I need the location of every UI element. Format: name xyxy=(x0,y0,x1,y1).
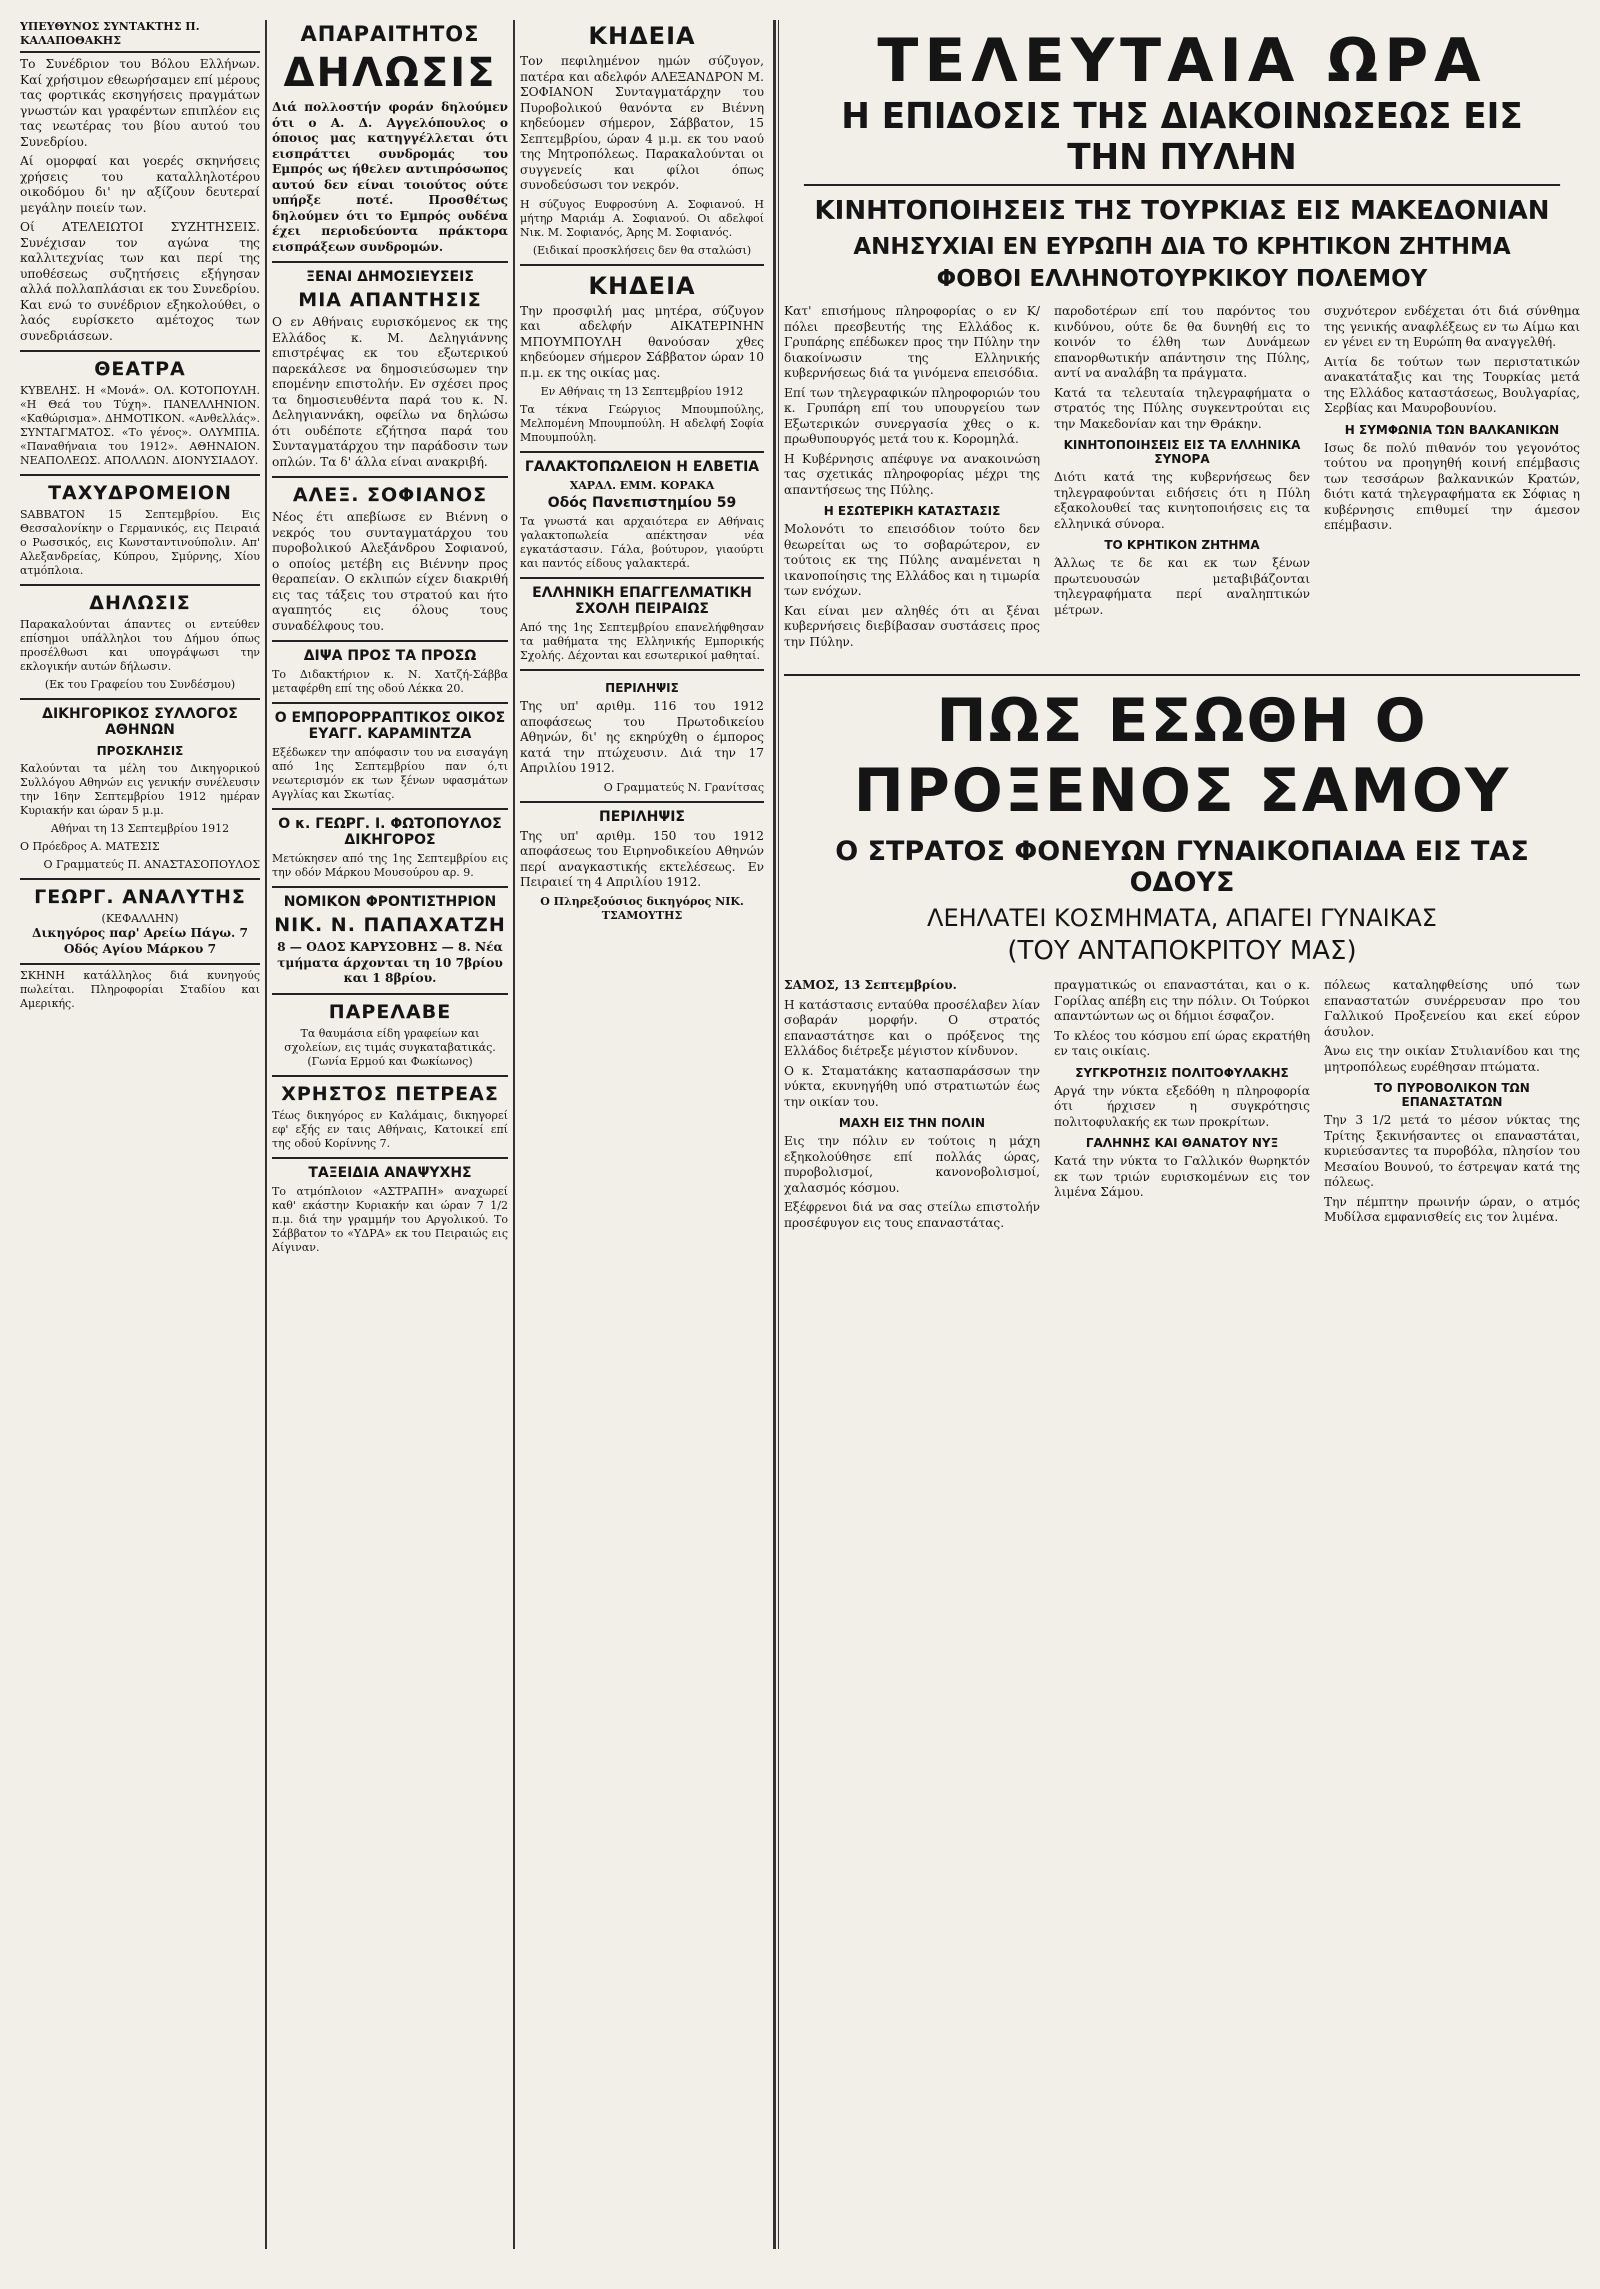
petreas-text: Τέως δικηγόρος εν Καλάμαις, δικηγορεί εφ' εξής εν ταις Αθήναις, Κατοικεί επί της οδού Κορίννης 7. xyxy=(272,1108,508,1150)
tent-ad: ΣΚΗΝΗ κατάλληλος διά κυνηγούς πωλείται. Πληροφορίαι Σταδίου και Αμερικής. xyxy=(20,969,260,1010)
editorial-paragraph: Το Συνέδριον του Βόλου Ελλήνων. Καί χρήσιμον εθεωρήσαμεν επί μέρους τας φορτικάς εκσηγήσεις πραγμάτων γνωστών και γραφέντων επιπλέον εις τας νεωτέρας του βίου αυτού του Συνεδρίου. xyxy=(20,57,260,149)
article-subheading: ΤΟ ΚΡΗΤΙΚΟΝ ΖΗΤΗΜΑ xyxy=(1104,538,1260,552)
funeral-heading: ΚΗΔΕΙΑ xyxy=(588,271,696,300)
column-rule xyxy=(265,20,267,2249)
article-paragraph: Και είναι μεν αληθές ότι αι ξέναι κυβερνήσεις διεβίβασαν συστάσεις προς την Πύλην. xyxy=(784,603,1040,649)
article-subheading: Η ΕΣΩΤΕΡΙΚΗ ΚΑΤΑΣΤΑΣΙΣ xyxy=(823,504,1001,518)
article-subheading: ΣΥΓΚΡΟΤΗΣΙΣ ΠΟΛΙΤΟΦΥΛΑΚΗΣ xyxy=(1075,1065,1289,1080)
law-school-name: ΝΙΚ. Ν. ΠΑΠΑΧΑΤΖΗ xyxy=(274,914,506,936)
school-heading: ΕΛΛΗΝΙΚΗ ΕΠΑΓΓΕΛΜΑΤΙΚΗ ΣΧΟΛΗ ΠΕΙΡΑΙΩΣ xyxy=(532,585,752,617)
article-paragraph: πόλεως καταληφθείσης υπό των επαναστατών συνέρρευσαν προ του Γαλλικού Προξενείου και εκεί εύρον άσυλον. xyxy=(1324,978,1580,1039)
funeral-note: (Ειδικαί προσκλήσεις δεν θα σταλώσι) xyxy=(532,243,752,257)
theatre-heading: ΘΕΑΤΡΑ xyxy=(94,358,186,380)
trip-heading: ΤΑΞΕΙΔΙΑ ΑΝΑΨΥΧΗΣ xyxy=(308,1164,472,1181)
club-date: Αθήναι τη 13 Σεπτεμβρίου 1912 xyxy=(50,822,230,835)
summary-text: Της υπ' αριθμ. 150 του 1912 αποφάσεως του Ειρηνοδικείου Αθηνών περί αναγκαστικής εκτελέσεως. Εν Πειραιεί τη 4 Απριλίου 1912. xyxy=(520,828,764,889)
theatre-list: ΚΥΒΕΛΗΣ. Η «Μονά». ΟΛ. ΚΟΤΟΠΟΥΛΗ. «Η Θεά του Τύχη». ΠΑΝΕΛΛΗΝΙΟΝ. «Καθώρισμα». ΔΗΜΟΤΙΚΟΝ. «Ανθελλάς». ΣΥΝΤΑΓΜΑΤΟΣ. «Το γένος». ΟΛΥΜΠΙΑ. «Παναθήναια του 1912». ΑΘΗΝΑΙΟΝ. ΝΕΑΠΟΛΕΩΣ. ΑΠΟΛΛΩΝ. ΔΙΟΝΥΣΙΑΔΟΥ. xyxy=(20,384,260,467)
summary-heading: ΠΕΡΙΛΗΨΙΣ xyxy=(605,681,679,695)
column-3 xyxy=(520,20,764,2249)
obituary-heading: ΑΛΕΞ. ΣΟΦΙΑΝΟΣ xyxy=(292,484,488,506)
foreign-subheading: ΜΙΑ ΑΠΑΝΤΗΣΙΣ xyxy=(298,289,482,311)
subheadline: ΦΟΒΟΙ ΕΛΛΗΝΟΤΟΥΡΚΙΚΟΥ ΠΟΛΕΜΟΥ xyxy=(936,266,1428,292)
article-subheading: ΓΑΛΗΝΗΣ ΚΑΙ ΘΑΝΑΤΟΥ ΝΥΞ xyxy=(1085,1136,1279,1150)
lawyer-ad-name: ΓΕΩΡΓ. ΑΝΑΛΥΤΗΣ xyxy=(34,886,246,908)
school-text: Από της 1ης Σεπτεμβρίου επανελήφθησαν τα μαθήματα της Ελληνικής Εμπορικής Σχολής. Δέχονται και εσωτερικοί μαθηταί. xyxy=(520,621,764,662)
foreign-heading: ΞΕΝΑΙ ΔΗΜΟΣΙΕΥΣΕΙΣ xyxy=(306,269,474,285)
funeral-text: Τον πεφιλημένον ημών σύζυγον, πατέρα και αδελφόν ΑΛΕΞΑΝΔΡΟΝ Μ. ΣΟΦΙΑΝΟΝ Συνταγματάρχην του Πυροβολικού θανόντα εν Βιέννη κηδεύομεν σήμερον, Σάββατον, 15 Σεπτεμβρίου, ώραν 4 μ.μ. εκ του ναού της Μητροπόλεως. Παρακαλούνται οι συγγενείς και φίλοι όπως συνοδεύσωσι τον νεκρόν. xyxy=(520,54,764,192)
editorial-paragraph: Αί ομορφαί και γοερές σκηνήσεις χρήσεις του καταλληλοτέρου οικοδόμου δι' ην αξίζουν δευτεραί μεγάλην ποιείν των. xyxy=(20,154,260,215)
article-paragraph: Διότι κατά της κυβερνήσεως δεν τηλεγραφούνται ειδήσεις ότι η Πύλη εξακολουθεί τας κινητοποιήσεις εις τα ελληνικά σύνορα. xyxy=(1054,470,1310,531)
article-subheading: ΚΙΝΗΤΟΠΟΙΗΣΕΙΣ ΕΙΣ ΤΑ ΕΛΛΗΝΙΚΑ ΣΥΝΟΡΑ xyxy=(1063,438,1301,466)
thirst-text: Το Διδακτήριον κ. Ν. Χατζή-Σάββα μεταφέρθη επί της οδού Λέκκα 20. xyxy=(272,668,508,695)
club-text: Καλούνται τα μέλη του Δικηγορικού Συλλόγου Αθηνών εις γενικήν συνέλευσιν την 16ην Σεπτεμβρίου 1912 ημέραν Κυριακήν και ώραν 5 μ.μ. xyxy=(20,762,260,817)
second-subheadline: Ο ΣΤΡΑΤΟΣ ΦΟΝΕΥΩΝ ΓΥΝΑΙΚΟΠΑΙΔΑ ΕΙΣ ΤΑΣ ΟΔΟΥΣ xyxy=(835,836,1529,898)
dairy-text: Τα γνωστά και αρχαιότερα εν Αθήναις γαλακτοπωλεία απέκτησαν νέα εγκατάστασιν. Γάλα, βούτυρον, γιαούρτι και παντός είδους γαλακτερά. xyxy=(520,515,764,570)
newspaper-page xyxy=(20,20,1580,2249)
article-paragraph: Κατ' επισήμους πληροφορίας ο εν Κ/πόλει πρεσβευτής της Ελλάδος κ. Γρυπάρης επέδωκεν προς την Πύλην την διακοίνωσιν της Ελληνικής κυβερνήσεως διά τα γινόμενα επεισόδια. xyxy=(784,304,1040,380)
dairy-heading: ΓΑΛΑΚΤΟΠΩΛΕΙΟΝ Η ΕΛΒΕΤΙΑ xyxy=(524,459,760,475)
law-school-heading: ΝΟΜΙΚΟΝ ΦΡΟΝΤΙΣΤΗΡΙΟΝ xyxy=(283,894,497,910)
funeral-signers: Η σύζυγος Ευφροσύνη Α. Σοφιανού. Η μήτηρ Μαριάμ Α. Σοφιανού. Οι αδελφοί Νικ. Μ. Σοφιανός, Άρης Μ. Σοφιανός. xyxy=(520,197,764,239)
dairy-address: Οδός Πανεπιστημίου 59 xyxy=(547,495,737,511)
article-paragraph: Άλλως τε δε και εκ των ξένων πρωτευουσών μεταβιβάζονται τηλεγραφήματα περί αναληπτικών μέτρων. xyxy=(1054,556,1310,617)
petreas-heading: ΧΡΗΣΤΟΣ ΠΕΤΡΕΑΣ xyxy=(281,1082,499,1105)
article-paragraph: Την πέμπτην πρωινήν ώραν, ο ατμός Μυδίλσα εμφανισθείς εις τον λιμένα. xyxy=(1324,1194,1580,1224)
post-text: SABBATON 15 Σεπτεμβρίου. Εις Θεσσαλονίκην ο Γερμανικός, εις Πειραιά ο Ρωσσικός, εις Κωνσταντινούπολιν. Απ' Αλεξανδρείας, Κύπρου, Σμύρνης, Χίου ατμόπλοια. xyxy=(20,508,260,577)
article-subheading: ΜΑΧΗ ΕΙΣ ΤΗΝ ΠΟΛΙΝ xyxy=(838,1116,986,1130)
declaration-text: Διά πολλοστήν φοράν δηλούμεν ότι ο Α. Δ. Αγγελόπουλος ο όποιος μας κατηγγέλλεται ότι εισπράττει συνδρομάς του Εμπρός ως ήθελεν αντιπρόσωπος αυτού δεν είναι τοιούτος ούτε υπήρξε ποτέ. Προσθέτως δηλούμεν ότι το Εμπρός ουδένα έχει περιοδεύοντα πράκτορα εισπράξεων συνδρομών. xyxy=(272,100,508,254)
article-paragraph: πραγματικώς οι επαναστάται, και ο κ. Γορίλας απέβη εις την πόλιν. Οι Τούρκοι απαντώντων ως οι δήμιοι έσφαζον. xyxy=(1054,978,1310,1023)
column-1 xyxy=(20,20,260,2249)
trip-text: Το ατμόπλοιον «ΑΣΤΡΑΠΗ» αναχωρεί καθ' εκάστην Κυριακήν και ώραν 7 1/2 π.μ. διά την γραμμήν του Αργολικού. Το Σάββατον το «ΥΔΡΑ» εκ του Πειραιώς εις Αίγιναν. xyxy=(272,1184,508,1254)
article-paragraph: συχνότερον ενδέχεται ότι διά σύνθημα της γενικής αναφλέξεως εν τω Αίμω και εν γένει εν τη Ευρώπη θα αναγγελθή. xyxy=(1324,304,1580,349)
lawyer-ad-text: Δικηγόρος παρ' Αρείω Πάγω. 7 Οδός Αγίου Μάρκου 7 xyxy=(31,926,249,956)
article-paragraph: Η κατάστασις ενταύθα προσέλαβεν λίαν σοβαράν μορφήν. Ο στρατός επαναστάτησε και ο πρόξενος της Ελλάδος διέτρεξε μέγιστον κίνδυνον. xyxy=(784,997,1040,1058)
column-2 xyxy=(272,20,508,2249)
second-headline: ΠΩΣ ΕΣΩΘΗ Ο ΠΡΟΞΕΝΟΣ ΣΑΜΟΥ xyxy=(784,674,1580,826)
declaration-text: Παρακαλούνται άπαντες οι εντεύθεν επίσημοι υπάλληλοι του Δήμου όπως προσέλθωσι και υπογράψωσι την εκλογικήν αυτών δήλωσιν. xyxy=(20,618,260,673)
article-paragraph: Το κλέος του κόσμου επί ώρας εκρατήθη εν ταις οικίαις. xyxy=(1054,1028,1310,1058)
article-paragraph: Εις την πόλιν εν τούτοις η μάχη εξηκολούθησε επί πολλάς ώρας, πυροβολισμοί, κανονοβολισμοί, χαλασμός κόσμου. xyxy=(784,1134,1040,1195)
article-paragraph: Κατά την νύκτα το Γαλλικόν θωρηκτόν εκ των τριών ευρισκομένων εις τον λιμένα Σάμου. xyxy=(1054,1154,1310,1199)
editorial-paragraph: Οί ΑΤΕΛΕΙΩΤΟΙ ΣΥΖΗΤΗΣΕΙΣ. Συνέχισαν τον αγώνα της καλλιτεχνίας των και περί της υποθέσεως συζητήσεις εξήγησαν αλλά πολλαπλάσιαι εκ του Συνεδρίου. Και ενώ το συνέδριον εξηκολούθει, ο λαός ευρίσκετο αμέτοχος των συνεδριάσεων. xyxy=(20,220,260,343)
column-rule xyxy=(513,20,515,2249)
article-paragraph: Αιτία δε τούτων των περιστατικών ανακατάταξις και της Τουρκίας μετά της Ελλάδος καταστάσεως, Βουλγαρίας, Σερβίας και Μαυροβουνίου. xyxy=(1324,354,1580,415)
front-news xyxy=(784,20,1580,2249)
subheadline: ΑΝΗΣΥΧΙΑΙ ΕΝ ΕΥΡΩΠΗ ΔΙΑ ΤΟ ΚΡΗΤΙΚΟΝ ΖΗΤΗΜΑ xyxy=(853,234,1511,260)
summary-heading: ΠΕΡΙΛΗΨΙΣ xyxy=(599,808,685,825)
funeral-heading: ΚΗΔΕΙΑ xyxy=(588,22,696,50)
column-rule xyxy=(773,20,776,2249)
article-paragraph: Η Κυβέρνησις απέφυγε να ανακοινώση τας σχετικάς πληροφορίας μέχρι της απαντήσεως της Πύλης. xyxy=(784,451,1040,497)
post-heading: ΤΑΧΥΔΡΟΜΕΙΟΝ xyxy=(48,482,232,504)
article-columns xyxy=(784,304,1580,654)
article-paragraph: Εξέφρενοι διά να σας στείλω επιστολήν προσέφυγον εις τους επαναστάτας. xyxy=(784,1200,1040,1230)
declaration-sign: (Εκ του Γραφείου του Συνδέσμου) xyxy=(44,678,236,691)
article-paragraph: Επί των τηλεγραφικών πληροφοριών του κ. Γρυπάρη επί του υπουργείου των Εξωτερικών συνεργασία χθες ο κ. πρωθυπουργός μετά του κ. Κορομηλά. xyxy=(784,385,1040,446)
article-paragraph: παροδοτέρων επί του παρόντος του κινδύνου, ούτε δε θα δυνηθή εις το κοινόν το έλθη των Δυνάμεων επανορθωτικήν απάντησιν της Πύλης, αντί να αναλάβη τα πράγματα. xyxy=(1054,304,1310,380)
obituary-text: Νέος έτι απεβίωσε εν Βιέννη ο νεκρός του συνταγματάρχου του πυροβολικού Αλεξάνδρου Σοφιανού, ο οποίος μετέβη εις Βιέννην προς θεραπείαν. Ο εκλιπών είχεν διακριθή εις τας τάξεις του στρατού και ήτο αγαπητός εις όλους τους συναδέλφους του. xyxy=(272,510,508,633)
dateline: ΣΑΜΟΣ, 13 Σεπτεμβρίου. xyxy=(784,978,957,992)
article-paragraph: Μολονότι το επεισόδιον τούτο δεν θεωρείται ως το σοβαρώτερον, εν τούτοις εκ της Πύλης αναμένεται η ικανοποίησις της Ελλάδος και η τιμωρία των ενόχων. xyxy=(784,522,1040,598)
declaration-title-2: ΔΗΛΩΣΙΣ xyxy=(283,50,497,96)
article-columns xyxy=(784,978,1580,1235)
article-paragraph: Άνω εις την οικίαν Στυλιανίδου και της μητροπόλεως ευρέθησαν πτώματα. xyxy=(1324,1044,1580,1074)
second-subheadline: ΛΕΗΛΑΤΕΙ ΚΟΣΜΗΜΑΤΑ, ΑΠΑΓΕΙ ΓΥΝΑΙΚΑΣ xyxy=(927,904,1437,932)
correspondent-credit: (ΤΟΥ ΑΝΤΑΠΟΚΡΙΤΟΥ ΜΑΣ) xyxy=(1007,936,1357,966)
funeral-text: Την προσφιλή μας μητέρα, σύζυγον και αδελφήν ΑΙΚΑΤΕΡΙΝΗΝ ΜΠΟΥΜΠΟΥΛΗ θανούσαν χθες κηδεύομεν σήμερον Σάββατον ώραν 10 π.μ. εκ της οικίας μας. xyxy=(520,303,764,380)
article-paragraph: Κατά τα τελευταία τηλεγραφήματα ο στρατός της Πύλης συγκεντρούται εις την Μακεδονίαν και την Θράκην. xyxy=(1054,385,1310,431)
club-secretary: Ο Γραμματεύς Π. ΑΝΑΣΤΑΣΟΠΟΥΛΟΣ xyxy=(43,858,260,871)
club-subheading: ΠΡΟΣΚΛΗΣΙΣ xyxy=(96,744,184,758)
main-headline: Η ΕΠΙΔΟΣΙΣ ΤΗΣ ΔΙΑΚΟΙΝΩΣΕΩΣ ΕΙΣ ΤΗΝ ΠΥΛΗΝ xyxy=(804,96,1560,186)
banner-title: ΤΕΛΕΥΤΑΙΑ ΩΡΑ xyxy=(877,26,1487,96)
summary-sign: Ο Πληρεξούσιος δικηγόρος ΝΙΚ. ΤΣΑΜΟΥΤΗΣ xyxy=(540,894,744,922)
declaration-title-1: ΑΠΑΡΑΙΤΗΤΟΣ xyxy=(300,22,480,46)
editor-header: ΥΠΕΥΘΥΝΟΣ ΣΥΝΤΑΚΤΗΣ Π. ΚΑΛΑΠΟΘΑΚΗΣ xyxy=(20,20,260,53)
funeral-date: Εν Αθήναις τη 13 Σεπτεμβρίου 1912 xyxy=(540,385,744,398)
lawyer-ad-sub: (ΚΕΦΑΛΛΗΝ) xyxy=(101,912,179,925)
shop-text: Εξέδωκεν την απόφασιν του να εισαγάγη από 1ης Σεπτεμβρίου παν ό,τι νεωτερισμόν εκ των ξένων υφασμάτων Αγγλίας και Σκωτίας. xyxy=(272,746,508,801)
lawyer-text: Μετώκησεν από της 1ης Σεπτεμβρίου εις την οδόν Μάρκου Μουσούρου αρ. 9. xyxy=(272,852,508,879)
article-paragraph: Αργά την νύκτα εξεδόθη η πληροφορία ότι ήρχισεν η συγκρότησις πολιτοφυλακής εκ των προκρίτων. xyxy=(1054,1083,1310,1129)
club-president: Ο Πρόεδρος Α. ΜΑΤΕΣΙΣ xyxy=(20,840,160,853)
thirst-heading: ΔΙΨΑ ΠΡΟΣ ΤΑ ΠΡΟΣΩ xyxy=(303,648,477,664)
dairy-owner: ΧΑΡΑΛ. ΕΜΜ. ΚΟΡΑΚΑ xyxy=(569,479,715,492)
subheadline: ΚΙΝΗΤΟΠΟΙΗΣΕΙΣ ΤΗΣ ΤΟΥΡΚΙΑΣ ΕΙΣ ΜΑΚΕΔΟΝΙΑΝ xyxy=(814,196,1550,226)
lawyer-heading: Ο κ. ΓΕΩΡΓ. Ι. ΦΩΤΟΠΟΥΛΟΣ ΔΙΚΗΓΟΡΟΣ xyxy=(278,816,502,848)
article-subheading: Η ΣΥΜΦΩΝΙΑ ΤΩΝ ΒΑΛΚΑΝΙΚΩΝ xyxy=(1344,422,1560,437)
club-heading: ΔΙΚΗΓΟΡΙΚΟΣ ΣΥΛΛΟΓΟΣ ΑΘΗΝΩΝ xyxy=(42,706,238,738)
article-subheading: ΤΟ ΠΥΡΟΒΟΛΙΚΟΝ ΤΩΝ ΕΠΑΝΑΣΤΑΤΩΝ xyxy=(1374,1081,1530,1109)
article-paragraph: Την 3 1/2 μετά το μέσον νύκτας της Τρίτης ξεκινήσαντες οι επαναστάται, κυριεύσαντες τα πυροβόλα, πλησίον του Μεσαίου Βουνού, το έστρεψαν κατά της πόλεως. xyxy=(1324,1113,1580,1189)
article-paragraph: Ο κ. Σταματάκης κατασπαράσσων την νύκτα, εκυνηγήθη υπό στρατιωτών έως την οικίαν του. xyxy=(784,1063,1040,1109)
column-rule xyxy=(778,20,779,2249)
law-school-text: 8 — ΟΔΟΣ ΚΑΡΥΣΟΒΗΣ — 8. Νέα τμήματα άρχονται τη 10 7βρίου και 1 8βρίου. xyxy=(277,940,503,985)
summary-text: Της υπ' αριθμ. 116 του 1912 αποφάσεως του Πρωτοδικείου Αθηνών, δι' ης εκηρύχθη ο έμπορος κατά την πτώχευσιν. Διά την 17 Απριλίου 1912. xyxy=(520,699,764,775)
declaration-heading: ΔΗΛΩΣΙΣ xyxy=(89,592,191,614)
foreign-text: Ο εν Αθήναις ευρισκόμενος εκ της Ελλάδος κ. Μ. Δεληγιάννης επιστρέψας εκ του εξωτερικού παρεκάλεσε να δημοσιεύσωμεν την επομένην επιστολήν. Εν σχέσει προς τα δημοσιευθέντα παρά του κ. Ν. Δεληγιαννάκη, οφείλω να δηλώσω ότι ουδέποτε εζήτησα παρά του Συνταγματάρχου την παράδοσιν των οπλών. Τα δ' άλλα είναι ανακριβή. xyxy=(272,315,508,469)
parelave-text: Τα θαυμάσια είδη γραφείων και σχολείων, εις τιμάς συγκαταβατικάς. (Γωνία Ερμού και Φωκίωνος) xyxy=(284,1026,496,1068)
article-paragraph: Ισως δε πολύ πιθανόν του γεγονότος τούτου να προηγηθή κοινή επέμβασις των τεσσάρων βαλκανικών Κρατών, διότι κατά τηλεγραφήματα εκ Σόφιας η κυβέρνησις επιθυμεί την άμεσον επέμβασιν. xyxy=(1324,440,1580,532)
funeral-signers: Τα τέκνα Γεώργιος Μπουμπούλης, Μελπομένη Μπουμπούλη. Η αδελφή Σοφία Μπουμπούλη. xyxy=(520,403,764,444)
parelave-heading: ΠΑΡΕΛΑΒΕ xyxy=(328,1000,452,1023)
shop-heading: Ο ΕΜΠΟΡΟΡΡΑΠΤΙΚΟΣ ΟΙΚΟΣ ΕΥΑΓΓ. ΚΑΡΑΜΙΝΤΖΑ xyxy=(274,710,506,742)
summary-sign: Ο Γραμματεύς Ν. Γρανίτσας xyxy=(603,780,764,794)
